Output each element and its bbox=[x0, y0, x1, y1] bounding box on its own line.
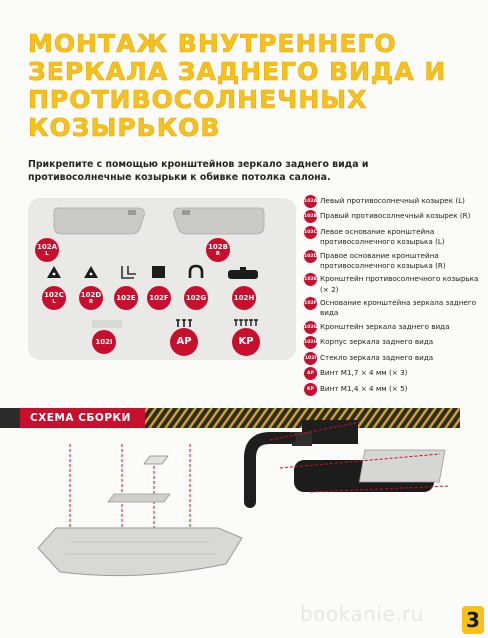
legend-text: Винт M1,7 × 4 мм (× 3) bbox=[320, 368, 408, 378]
part-side-label: L bbox=[52, 299, 56, 305]
legend-code: 102F bbox=[304, 297, 317, 310]
legend-item bbox=[304, 251, 484, 271]
legend-code: 102D bbox=[304, 250, 317, 263]
part-code-label: 102E bbox=[116, 294, 136, 302]
legend-item bbox=[304, 353, 484, 365]
legend-code: 102G bbox=[304, 321, 317, 334]
headliner-exploded-view bbox=[30, 436, 260, 586]
legend-item bbox=[304, 384, 484, 396]
legend-text: Винт M1,4 × 4 мм (× 5) bbox=[320, 383, 408, 393]
legend-text: Правое основание кронштейна противосолнечного козырька (R) bbox=[320, 250, 446, 270]
part-code-label: AP bbox=[176, 336, 192, 347]
part-code-label: 102A bbox=[36, 243, 58, 251]
part-badge-102c bbox=[42, 286, 66, 310]
legend-item bbox=[304, 337, 484, 349]
part-side-label: R bbox=[88, 299, 94, 305]
legend-item bbox=[304, 368, 484, 380]
legend-item bbox=[304, 227, 484, 247]
part-badge-102a bbox=[35, 238, 59, 262]
instruction-text: Прикрепите с помощью кронштейнов зеркало заднего вида и противосолнечные козырьки к обивке потолка салона. bbox=[28, 159, 369, 183]
part-badge-kp bbox=[232, 328, 260, 356]
legend-item bbox=[304, 322, 484, 334]
legend-code: KP bbox=[304, 383, 317, 396]
parts-legend bbox=[304, 196, 484, 399]
legend-text: Корпус зеркала заднего вида bbox=[320, 337, 434, 347]
part-badge-102d bbox=[79, 286, 103, 310]
left-sun-visor-image bbox=[54, 208, 144, 234]
part-side-label: L bbox=[45, 251, 49, 257]
right-sun-visor-image bbox=[174, 208, 264, 234]
part-code-label: 102C bbox=[44, 291, 64, 299]
legend-code: 102H bbox=[304, 336, 317, 349]
part-badge-102b bbox=[206, 238, 230, 262]
part-code-label: KP bbox=[238, 336, 254, 347]
scheme-title: СХЕМА СБОРКИ bbox=[20, 408, 145, 428]
page-number: 3 bbox=[462, 606, 484, 634]
page-title: МОНТАЖ ВНУТРЕННЕГО ЗЕРКАЛА ЗАДНЕГО ВИДА И ПРОТИВОСОЛНЕЧНЫХ КОЗЫРЬКОВ bbox=[28, 29, 447, 142]
legend-code: 102B bbox=[304, 210, 317, 223]
legend-code: 102A bbox=[304, 195, 317, 208]
screws-ap-image bbox=[176, 320, 192, 327]
legend-text: Кронштейн противосолнечного козырька (× 2) bbox=[320, 274, 479, 294]
part-badge-102f bbox=[147, 286, 171, 310]
mirror-glass-image bbox=[92, 320, 122, 328]
legend-text: Основание кронштейна зеркала заднего вида bbox=[320, 298, 476, 318]
legend-code: 102E bbox=[304, 273, 317, 286]
legend-code: AP bbox=[304, 367, 317, 380]
legend-item bbox=[304, 196, 484, 208]
legend-code: 102C bbox=[304, 226, 317, 239]
legend-text: Стекло зеркала заднего вида bbox=[320, 352, 434, 362]
part-side-label: R bbox=[215, 251, 221, 257]
part-badge-102g bbox=[184, 286, 208, 310]
part-code-label: 102F bbox=[149, 294, 169, 302]
legend-code: 102I bbox=[304, 352, 317, 365]
part-badge-102i bbox=[92, 330, 116, 354]
part-code-label: 102G bbox=[185, 294, 207, 302]
mirror-bracket-base-image bbox=[152, 266, 165, 278]
watermark-text: bookanie.ru bbox=[300, 602, 424, 626]
legend-item bbox=[304, 211, 484, 223]
legend-text: Правый противосолнечный козырек (R) bbox=[320, 211, 471, 221]
part-badge-102e bbox=[114, 286, 138, 310]
part-code-label: 102H bbox=[233, 294, 255, 302]
legend-item bbox=[304, 274, 484, 294]
parts-panel bbox=[28, 198, 296, 360]
legend-text: Левый противосолнечный козырек (L) bbox=[320, 196, 465, 205]
part-code-label: 102I bbox=[95, 338, 113, 346]
part-badge-102h bbox=[232, 286, 256, 310]
part-badge-ap bbox=[170, 328, 198, 356]
legend-text: Левое основание кронштейна противосолнечного козырька (L) bbox=[320, 226, 445, 246]
part-code-label: 102B bbox=[208, 243, 228, 251]
part-code-label: 102D bbox=[80, 291, 102, 299]
legend-item bbox=[304, 298, 484, 318]
legend-text: Кронштейн зеркала заднего вида bbox=[320, 321, 450, 331]
